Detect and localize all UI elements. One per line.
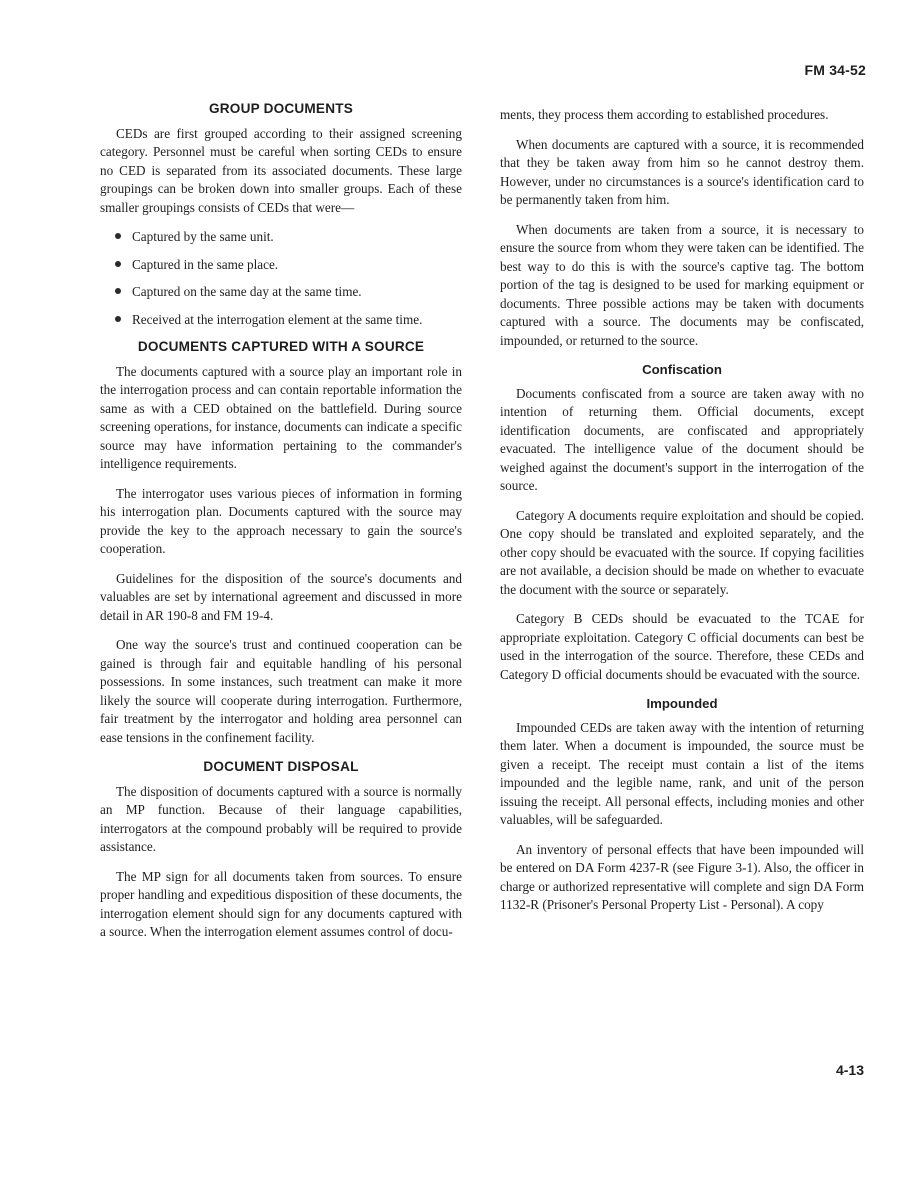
paragraph: An inventory of personal effects that have been impounded will be entered on DA Form 4237-R (see Figure 3-1). Also, the officer in charge or authorized representative will complete and sign DA Form 1132-R (Prisoner's Personal Property List - Personal). A copy: [500, 841, 864, 912]
paragraph-continued: ments, they process them according to established procedures.: [500, 107, 829, 122]
paragraph: The interrogator uses various pieces of information in forming his interrogation plan. Documents captured with the source may provide the key to the approach necessary to gain the source's cooperation.: [100, 485, 462, 556]
field-manual-id: FM 34-52: [804, 62, 866, 78]
paragraph: The disposition of documents captured with a source is normally an MP function. Because of their language capabilities, interrogators at the compound probably will be required to provide assistance.: [100, 783, 462, 854]
paragraph: Category B CEDs should be evacuated to the TCAE for appropriate exploitation. Category C official documents can best be used in the interrogation of the source. Therefore, these CEDs and Category D official documents should be evacuated with the source.: [500, 611, 864, 682]
right-column: [500, 106, 864, 926]
paragraph: The MP sign for all documents taken from sources. To ensure proper handling and expeditious disposition of these documents, the interrogation element should sign for any documents captured with a source. When the interrogation element assumes control of docu-: [100, 868, 462, 939]
paragraph: The documents captured with a source play an important role in the interrogation process and can contain reportable information the same as with a CED obtained on the battlefield. During source screening operations, for instance, documents can indicate a specific source may have information pertaining to the commander's intelligence requirements.: [100, 363, 462, 471]
paragraph: One way the source's trust and continued cooperation can be gained is through fair and equitable handling of his personal possessions. In some instances, such treatment can make it more likely the source will cooperate during interrogation. Furthermore, fair treatment by the interrogator and holding area personnel can ease tensions in the confinement facility.: [100, 637, 462, 745]
page-number: 4-13: [835, 1062, 864, 1078]
grouping-criteria-list: [100, 228, 462, 329]
heading-group-documents: GROUP DOCUMENTS: [209, 101, 353, 116]
left-column: [100, 100, 462, 953]
paragraph: Guidelines for the disposition of the source's documents and valuables are set by international agreement and discussed in more detail in AR 190-8 and FM 19-4.: [100, 570, 462, 623]
paragraph: When documents are taken from a source, it is necessary to ensure the source from whom they were taken can be identified. The best way to do this is with the source's captive tag. The bottom portion of the tag is designed to be used for marking equipment or documents. Three possible actions may be taken with documents captured with a source. The documents may be confiscated, impounded, or returned to the source.: [500, 221, 864, 348]
paragraph: CEDs are first grouped according to their assigned screening category. Personnel must be careful when sorting CEDs to ensure no CED is separated from its associated documents. These large groupings can be broken down into smaller groups. Each of these smaller groupings consists of CEDs that were—: [100, 125, 462, 215]
paragraph: Documents confiscated from a source are taken away with no intention of returning them. Official documents, except identification documents, are confiscated and appropriately evacuated. The intelligence value of the document should be weighed against the document's support in the interrogation of the source.: [500, 385, 864, 493]
list-item: Received at the interrogation element at the same time.: [114, 311, 462, 330]
heading-impounded: Impounded: [646, 696, 718, 711]
list-item: Captured by the same unit.: [114, 228, 462, 247]
heading-documents-captured-with-source: DOCUMENTS CAPTURED WITH A SOURCE: [137, 339, 425, 354]
list-item: Captured in the same place.: [114, 256, 462, 275]
heading-confiscation: Confiscation: [642, 362, 722, 377]
paragraph: Impounded CEDs are taken away with the intention of returning them later. When a document is impounded, the source must be given a receipt. The receipt must contain a list of the items impounded and the legible name, rank, and unit of the person issuing the receipt. All personal effects, including monies and other valuables, will be safeguarded.: [500, 719, 864, 827]
list-item: Captured on the same day at the same time.: [114, 283, 462, 302]
paragraph: When documents are captured with a source, it is recommended that they be taken away from him so he cannot destroy them. However, under no circumstances is a source's identification card to be permanently taken from him.: [500, 136, 864, 207]
paragraph: Category A documents require exploitation and should be copied. One copy should be translated and exploited separately, and the other copy should be evacuated with the source. If copying facilities are not available, a decision should be made on whether to evacuate the document with the source or separately.: [500, 507, 864, 597]
heading-document-disposal: DOCUMENT DISPOSAL: [203, 759, 359, 774]
